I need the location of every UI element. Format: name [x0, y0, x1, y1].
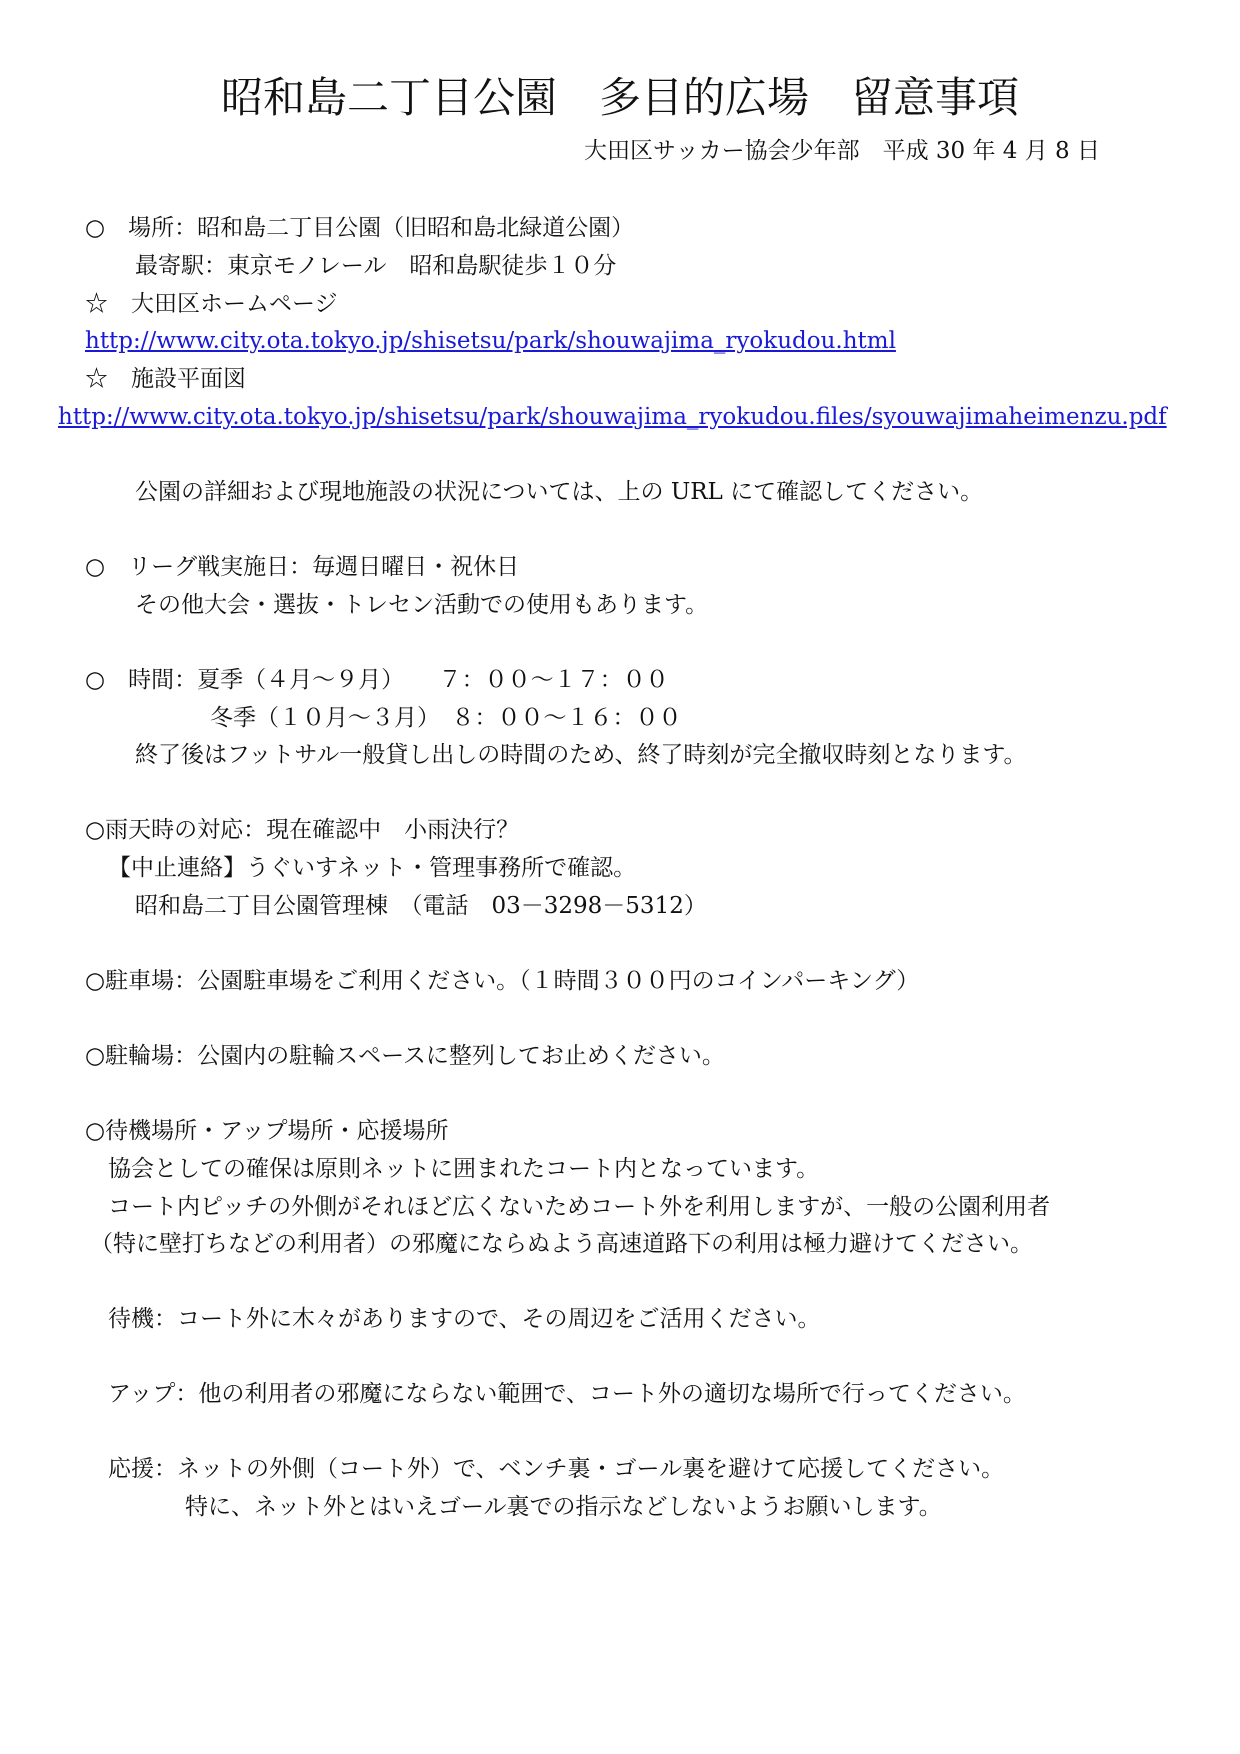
- page-title: 昭和島二丁目公園 多目的広場 留意事項: [220, 73, 1019, 122]
- confirm-line: 公園の詳細および現地施設の状況については、上の URL にて確認してください。: [135, 479, 984, 505]
- bicycle-line: ○駐輪場：公園内の駐輪スペースに整列してお止めください。: [85, 1043, 725, 1069]
- league-other-line: その他大会・選抜・トレセン活動での使用もあります。: [135, 592, 709, 618]
- rain-line: ○雨天時の対応：現在確認中 小雨決行？: [85, 817, 520, 843]
- time-note-line: 終了後はフットサル一般貸し出しの時間のため、終了時刻が完全撤収時刻となります。: [135, 742, 1027, 768]
- cancel-line: 【中止連絡】うぐいすネット・管理事務所で確認。: [108, 855, 637, 881]
- waiting-line-1: 協会としての確保は原則ネットに囲まれたコート内となっています。: [108, 1156, 820, 1182]
- waiting-heading: ○待機場所・アップ場所・応援場所: [85, 1118, 449, 1144]
- office-line: 昭和島二丁目公園管理棟 （電話 03－3298－5312）: [135, 893, 707, 919]
- map-link[interactable]: http://www.city.ota.tokyo.jp/shisetsu/park/shouwajima_ryokudou.files/syouwajimaheimenzu.pdf: [58, 404, 1167, 430]
- issuer-and-date: 大田区サッカー協会少年部 平成 30 年 4 月 8 日: [584, 138, 1100, 164]
- warmup-line: アップ：他の利用者の邪魔にならない範囲で、コート外の適切な場所で行ってください。: [108, 1381, 1026, 1407]
- cheer-line-1: 応援：ネットの外側（コート外）で、ベンチ裏・ゴール裏を避けて応援してください。: [108, 1456, 1005, 1482]
- league-line: ○ リーグ戦実施日：毎週日曜日・祝休日: [85, 554, 520, 580]
- waiting-line-2: コート内ピッチの外側がそれほど広くないためコート外を利用しますが、一般の公園利用者: [108, 1194, 1051, 1220]
- homepage-label: ☆ 大田区ホームページ: [85, 291, 338, 317]
- parking-line: ○駐車場：公園駐車場をご利用ください。（１時間３００円のコインパーキング）: [85, 968, 920, 994]
- place-line: ○ 場所：昭和島二丁目公園（旧昭和島北緑道公園）: [85, 215, 635, 241]
- waiting-line-3: （特に壁打ちなどの利用者）の邪魔にならぬよう高速道路下の利用は極力避けてください。: [90, 1231, 1033, 1257]
- standby-line: 待機：コート外に木々がありますので、その周辺をご活用ください。: [108, 1306, 821, 1332]
- cheer-line-2: 特に、ネット外とはいえゴール裏での指示などしないようお願いします。: [185, 1494, 942, 1520]
- map-label: ☆ 施設平面図: [85, 366, 246, 392]
- homepage-link[interactable]: http://www.city.ota.tokyo.jp/shisetsu/park/shouwajima_ryokudou.html: [85, 328, 896, 354]
- station-line: 最寄駅：東京モノレール 昭和島駅徒歩１０分: [135, 253, 617, 279]
- time-winter-line: 冬季（１０月～３月） ８：００～１６：００: [210, 705, 682, 731]
- time-summer-line: ○ 時間：夏季（４月～９月） ７：００～１７：００: [85, 667, 669, 693]
